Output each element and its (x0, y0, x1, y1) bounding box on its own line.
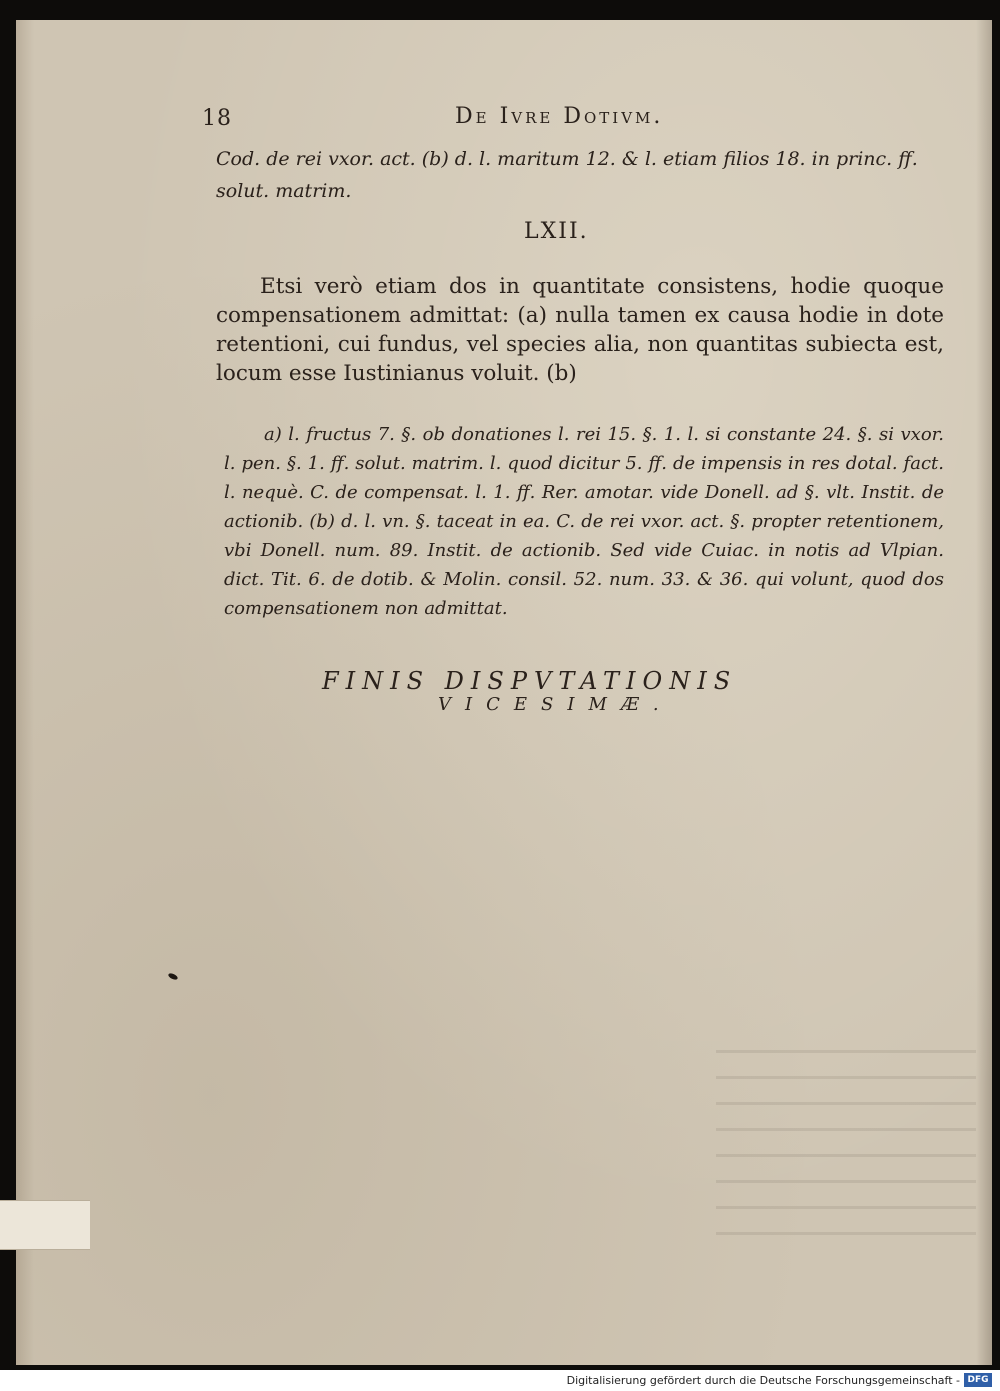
colophon-line2: VICESIMÆ. (438, 694, 673, 715)
footer-credit: Digitalisierung gefördert durch die Deutsche Forschungsgemeinschaft - (566, 1374, 960, 1387)
footer-bar (0, 1370, 1000, 1391)
running-head: De Ivre Dotivm. (455, 104, 664, 129)
dfg-logo: DFG (964, 1373, 992, 1387)
footnotes: a) l. fructus 7. §. ob donationes l. rei 15. §. 1. l. si constante 24. §. si vxor. l. pen. §. 1. ff. solut. matrim. l. quod dicitur 5. ff. de impensis in res dotal. fact. l. nequè. C. de compensat. l. 1. ff. Rer. amotar. vide Donell. ad §. vlt. Instit. de actionib. (b) d. l. vn. §. taceat in ea. C. de rei vxor. act. §. propter retentionem, vbi Donell. num. 89. Instit. de actionib. Sed vide Cuiac. in notis ad Vlpian. dict. Tit. 6. de dotib. & Molin. consil. 52. num. 33. & 36. qui volunt, quod dos compensationem non admittat. (224, 424, 944, 619)
colophon-line1: FINIS DISPVTATIONIS (322, 667, 738, 695)
paper-tab (0, 1200, 90, 1250)
show-through-text (716, 1050, 976, 1240)
notes-continued: Cod. de rei vxor. act. (b) d. l. maritum 12. & l. etiam filios 18. in princ. ff. solut. matrim. (216, 148, 918, 202)
page-number: 18 (202, 106, 232, 131)
section-numeral: LXII. (524, 219, 589, 244)
section-body: Etsi verò etiam dos in quantitate consistens, hodie quoque compensationem admittat: (a) nulla tamen ex causa hodie in dote retentioni, cui fundus, vel species alia, non quantitas subiecta est, locum esse Iustinianus voluit. (b) (216, 274, 944, 386)
